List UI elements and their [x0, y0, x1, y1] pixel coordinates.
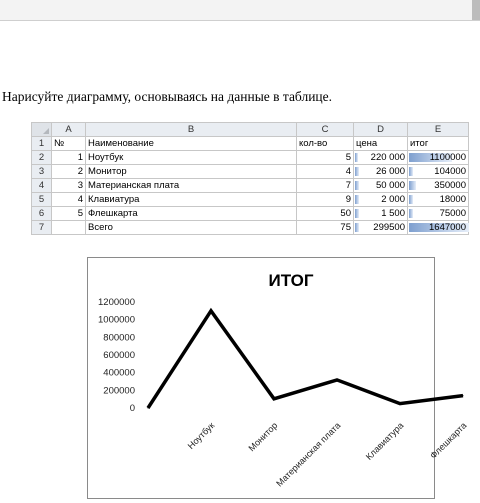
table-row — [32, 151, 469, 165]
cell-value: 350000 — [434, 179, 466, 191]
cell-value: 1100000 — [429, 151, 466, 163]
cell-name[interactable]: Ноутбук — [86, 151, 297, 165]
cell-value: 220 000 — [370, 151, 405, 163]
cell-value: 1647000 — [429, 221, 466, 233]
cell-total[interactable] — [408, 179, 469, 193]
cell-qty[interactable]: 4 — [297, 165, 354, 179]
cell-name[interactable]: Флешкарта — [86, 207, 297, 221]
y-tick-label: 0 — [129, 403, 135, 414]
cell-name[interactable]: Клавиатура — [86, 193, 297, 207]
cell-name[interactable]: Материанская плата — [86, 179, 297, 193]
column-header-b[interactable]: B — [86, 123, 297, 137]
cell-number[interactable] — [52, 221, 86, 235]
row-number[interactable]: 4 — [32, 179, 52, 193]
data-point — [463, 395, 464, 396]
select-all-corner[interactable] — [32, 123, 52, 137]
table-row — [32, 179, 469, 193]
cell-number[interactable]: 1 — [52, 151, 86, 165]
spreadsheet-table — [31, 122, 469, 235]
row-number[interactable]: 7 — [32, 221, 52, 235]
row-number[interactable]: 3 — [32, 165, 52, 179]
header-cell-total[interactable]: итог — [408, 137, 469, 151]
y-tick-label: 200000 — [103, 385, 135, 397]
data-bar — [355, 195, 359, 204]
table-row — [32, 193, 469, 207]
header-cell-qty[interactable]: кол-во — [297, 137, 354, 151]
y-tick-label: 1200000 — [98, 297, 135, 308]
x-tick-label: Материанская плата — [274, 420, 343, 489]
data-point — [400, 403, 401, 404]
row-number[interactable]: 2 — [32, 151, 52, 165]
x-tick-label: Ноутбук — [185, 420, 217, 452]
cell-name[interactable]: Всего — [86, 221, 297, 235]
table-header-row — [32, 137, 469, 151]
cell-total[interactable] — [408, 207, 469, 221]
data-bar — [409, 195, 413, 204]
chart-title: ИТОГ — [268, 271, 314, 290]
cell-number[interactable]: 5 — [52, 207, 86, 221]
cell-price[interactable] — [354, 193, 408, 207]
column-header-c[interactable]: C — [297, 123, 354, 137]
cell-number[interactable]: 3 — [52, 179, 86, 193]
series-line — [148, 311, 463, 408]
data-bar — [355, 223, 359, 232]
x-tick-label: Клавиатура — [363, 420, 406, 462]
data-bar — [409, 209, 413, 218]
cell-price[interactable] — [354, 151, 408, 165]
cell-value: 2 000 — [381, 193, 405, 205]
data-point — [274, 398, 275, 399]
cell-value: 299500 — [373, 221, 405, 233]
data-bar — [355, 153, 358, 162]
cell-value: 50 000 — [375, 179, 405, 191]
cell-name[interactable]: Монитор — [86, 165, 297, 179]
cell-number[interactable]: 2 — [52, 165, 86, 179]
x-tick-label: Флешкарта — [428, 420, 469, 461]
data-point — [148, 408, 149, 409]
table-row — [32, 221, 469, 235]
instruction-text: Нарисуйте диаграмму, основываясь на данные в таблице. — [2, 89, 333, 104]
row-number[interactable]: 1 — [32, 137, 52, 151]
y-tick-label: 400000 — [103, 367, 135, 379]
cell-total[interactable] — [408, 221, 469, 235]
column-header-d[interactable]: D — [354, 123, 408, 137]
header-cell-price[interactable]: цена — [354, 137, 408, 151]
data-point — [211, 310, 212, 311]
cell-value: 1 500 — [381, 207, 405, 219]
row-number[interactable]: 5 — [32, 193, 52, 207]
cell-qty[interactable]: 50 — [297, 207, 354, 221]
cell-qty[interactable]: 75 — [297, 221, 354, 235]
cell-total[interactable] — [408, 151, 469, 165]
cell-qty[interactable]: 9 — [297, 193, 354, 207]
column-header-row — [32, 123, 469, 137]
column-header-a[interactable]: A — [52, 123, 86, 137]
y-tick-label: 1000000 — [98, 314, 135, 326]
cell-value: 26 000 — [375, 165, 405, 177]
cell-price[interactable] — [354, 179, 408, 193]
top-toolbar-strip — [0, 0, 480, 21]
cell-qty[interactable]: 5 — [297, 151, 354, 165]
table-row — [32, 165, 469, 179]
y-tick-label: 800000 — [103, 332, 135, 344]
data-bar — [355, 209, 359, 218]
line-chart — [88, 258, 469, 498]
cell-number[interactable]: 4 — [52, 193, 86, 207]
cell-price[interactable] — [354, 165, 408, 179]
cell-value: 75000 — [439, 207, 466, 219]
cell-price[interactable] — [354, 221, 408, 235]
chart-area[interactable] — [87, 257, 469, 499]
y-tick-label: 600000 — [103, 350, 135, 361]
cell-price[interactable] — [354, 207, 408, 221]
cell-total[interactable] — [408, 165, 469, 179]
data-point — [337, 379, 338, 380]
cell-value: 104000 — [434, 165, 466, 177]
cell-qty[interactable]: 7 — [297, 179, 354, 193]
cell-value: 18000 — [439, 193, 466, 205]
data-bar — [409, 167, 413, 176]
toolbar-edge — [472, 0, 480, 20]
table-row — [32, 207, 469, 221]
data-bar — [355, 167, 359, 176]
cell-total[interactable] — [408, 193, 469, 207]
header-cell-name[interactable]: Наименование — [86, 137, 297, 151]
data-bar — [409, 181, 416, 190]
header-cell-number[interactable]: № — [52, 137, 86, 151]
x-tick-label: Монитор — [246, 420, 280, 454]
column-header-e[interactable]: E — [408, 123, 469, 137]
data-bar — [355, 181, 359, 190]
row-number[interactable]: 6 — [32, 207, 52, 221]
